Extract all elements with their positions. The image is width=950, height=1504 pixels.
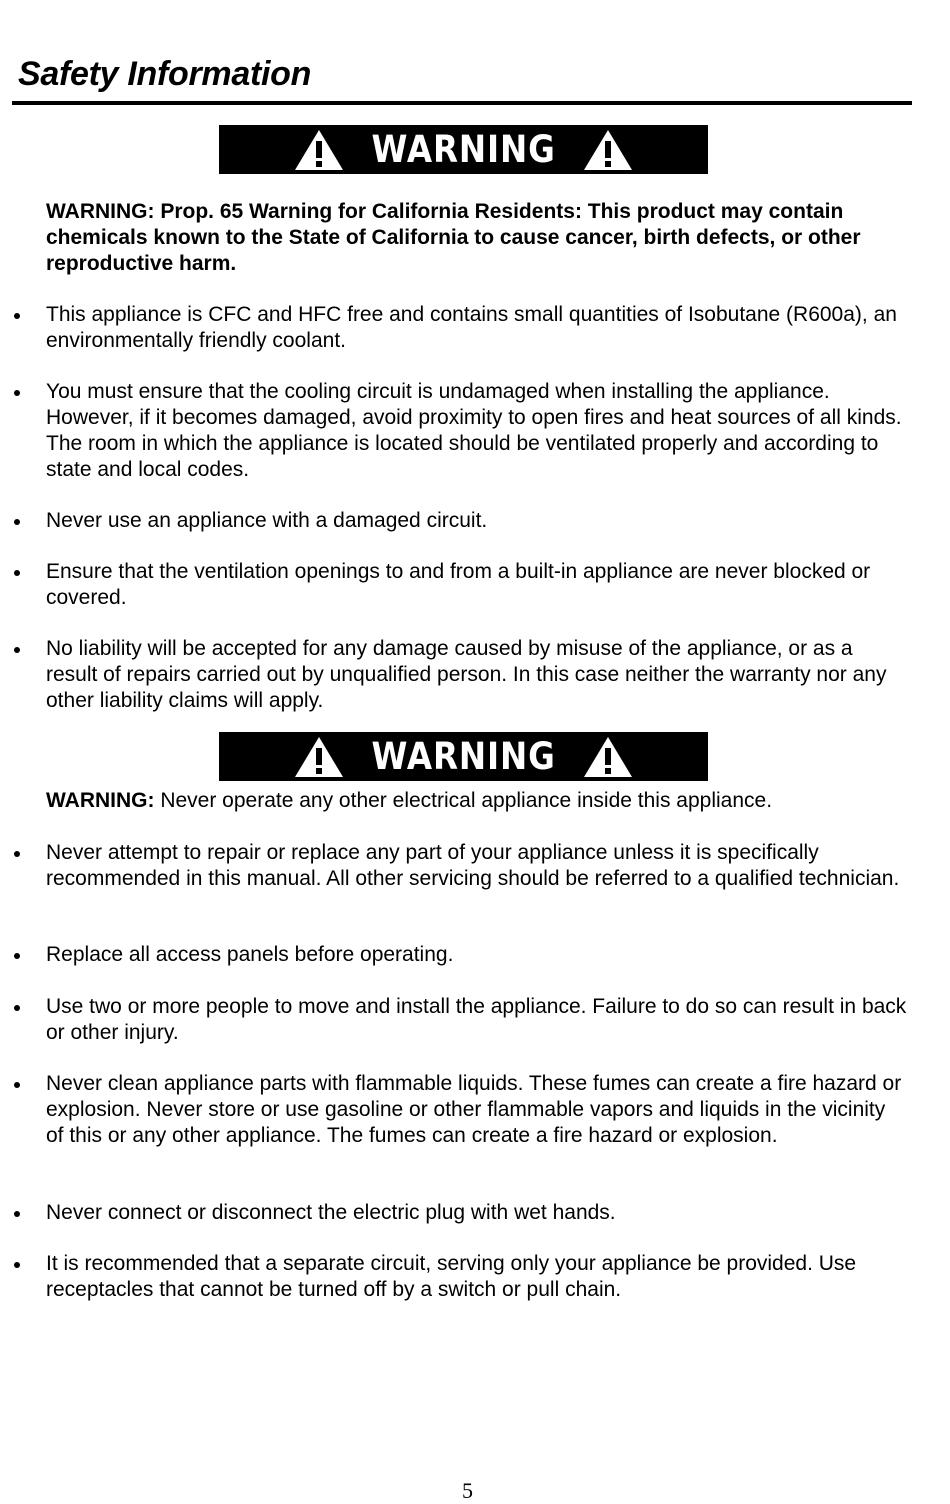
list-item xyxy=(46,942,908,968)
bullet-icon xyxy=(14,390,20,396)
warning-label: WARNING xyxy=(371,735,556,778)
bullet-icon xyxy=(14,519,20,525)
bullet-icon xyxy=(14,1211,20,1217)
bullet-icon xyxy=(14,1082,20,1088)
warning-label: WARNING xyxy=(371,128,556,171)
list-item-text: Ensure that the ventilation openings to and from a built-in appliance are never blocked or covered. xyxy=(46,560,871,609)
bullet-icon xyxy=(14,953,20,959)
bullet-icon xyxy=(14,313,20,319)
list-item-text: This appliance is CFC and HFC free and contains small quantities of Isobutane (R600a), an environmentally friendly coolant. xyxy=(46,303,897,352)
list-item xyxy=(46,636,908,714)
list-item xyxy=(46,559,908,611)
page-title: Safety Information xyxy=(18,55,312,93)
list-item xyxy=(46,994,908,1046)
warning-prefix: WARNING: xyxy=(46,789,155,812)
exclamation-triangle-icon xyxy=(293,128,345,172)
bullet-icon xyxy=(14,1262,20,1268)
page-number: 5 xyxy=(462,1478,473,1503)
warning-text: Never operate any other electrical appliance inside this appliance. xyxy=(154,789,773,812)
bullet-icon xyxy=(14,647,20,653)
exclamation-triangle-icon xyxy=(582,128,634,172)
electrical-appliance-warning xyxy=(46,788,906,814)
warning-banner xyxy=(219,125,708,174)
list-item xyxy=(46,1071,908,1149)
list-item-text: Never attempt to repair or replace any part of your appliance unless it is specifically recommended in this manual. All other servicing should be referred to a qualified technician. xyxy=(46,841,900,890)
list-item-text: You must ensure that the cooling circuit is undamaged when installing the appliance. However, if it becomes damaged, avoid proximity to open fires and heat sources of all kinds. The room in which the appliance is located should be ventilated properly and according to state and local codes. xyxy=(46,380,902,481)
list-item xyxy=(46,302,908,354)
list-item-text: It is recommended that a separate circuit, serving only your appliance be provided. Use receptacles that cannot be turned off by a switch or pull chain. xyxy=(46,1252,857,1301)
list-item-text: No liability will be accepted for any damage caused by misuse of the appliance, or as a result of repairs carried out by unqualified person. In this case neither the warranty nor any other liability claims will apply. xyxy=(46,637,887,712)
list-item-text: Never clean appliance parts with flammable liquids. These fumes can create a fire hazard or explosion. Never store or use gasoline or other flammable vapors and liquids in the vicinity of this or any other appliance. The fumes can create a fire hazard or explosion. xyxy=(46,1072,902,1147)
list-item xyxy=(46,379,908,483)
bullet-icon xyxy=(14,851,20,857)
list-item-text: Use two or more people to move and install the appliance. Failure to do so can result in back or other injury. xyxy=(46,995,907,1044)
exclamation-triangle-icon xyxy=(582,735,634,779)
bullet-icon xyxy=(14,1005,20,1011)
list-item xyxy=(46,840,908,892)
bullet-icon xyxy=(14,570,20,576)
list-item xyxy=(46,1251,908,1303)
exclamation-triangle-icon xyxy=(293,735,345,779)
list-item-text: Never connect or disconnect the electric plug with wet hands. xyxy=(46,1201,616,1224)
list-item-text: Replace all access panels before operating. xyxy=(46,943,454,966)
warning-banner xyxy=(219,732,708,781)
list-item xyxy=(46,1200,908,1226)
list-item-text: Never use an appliance with a damaged circuit. xyxy=(46,509,488,532)
prop65-warning: WARNING: Prop. 65 Warning for California Residents: This product may contain chemicals known to the State of California to cause cancer, birth defects, or other reproductive harm. xyxy=(46,200,861,275)
list-item xyxy=(46,508,908,534)
title-divider xyxy=(12,101,912,105)
